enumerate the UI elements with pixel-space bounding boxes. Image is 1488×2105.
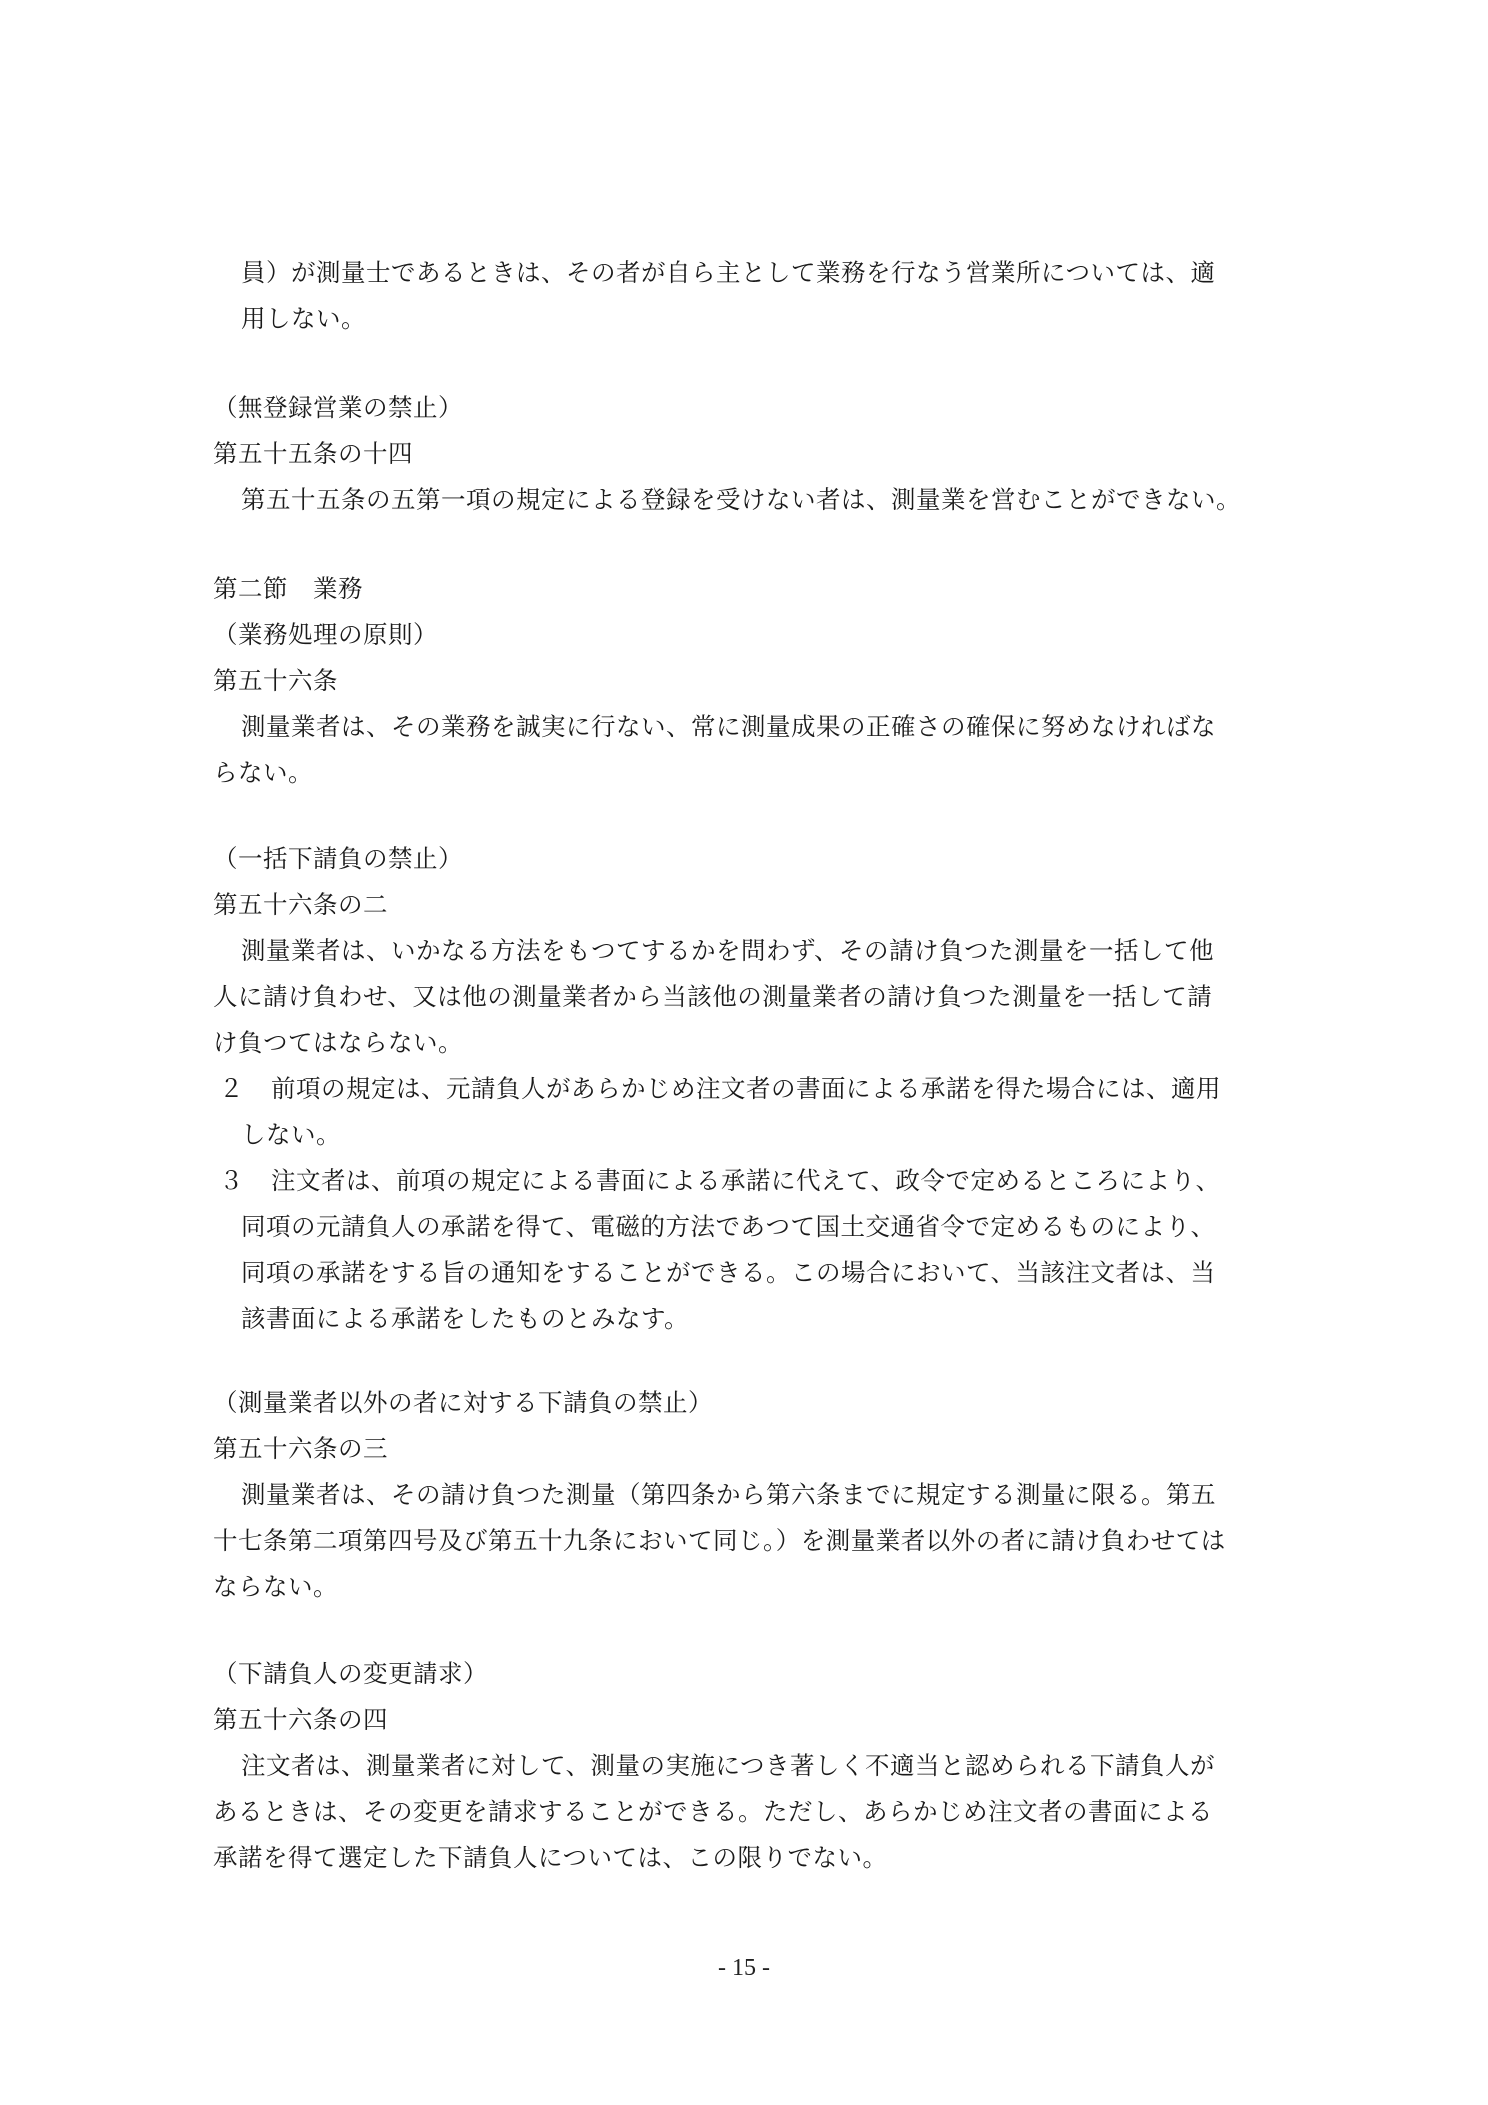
text-line: 測量業者は、いかなる方法をもつてするかを問わず、その請け負つた測量を一括して他 [241,936,1215,965]
article-number: 第五十六条の二 [213,890,388,919]
text-line: 同項の承諾をする旨の通知をすることができる。この場合において、当該注文者は、当 [241,1258,1216,1287]
text-line: 員）が測量士であるときは、その者が自ら主として業務を行なう営業所については、適 [241,258,1216,287]
article-55-14 [213,385,1293,523]
text-line: 前項の規定は、元請負人があらかじめ注文者の書面による承諾を得た場合には、適用 [271,1074,1221,1103]
article-number: 第五十六条の三 [213,1434,388,1463]
text-line: 人に請け負わせ、又は他の測量業者から当該他の測量業者の請け負つた測量を一括して請 [213,982,1213,1011]
section-heading: 第二節 業務 [213,574,363,603]
text-line: 承諾を得て選定した下請負人については、この限りでない。 [213,1843,888,1872]
text-line: 注文者は、前項の規定による書面による承諾に代えて、政令で定めるところにより、 [271,1166,1221,1195]
article-56-4 [213,1651,1293,1881]
paragraph-item-2 [213,1066,1293,1112]
text-line: 該書面による承諾をしたものとみなす。 [241,1304,690,1333]
article-56 [213,612,1293,796]
paragraph-item-3 [213,1158,1293,1204]
article-number: 第五十六条 [213,666,338,695]
article-text: 第五十五条の五第一項の規定による登録を受けない者は、測量業を営むことができない。 [241,485,1241,514]
page-number: - 15 - [718,1955,770,1981]
article-number: 第五十六条の四 [213,1705,388,1734]
text-line: しない。 [241,1120,341,1149]
text-line: らない。 [213,758,313,787]
article-caption: （下請負人の変更請求） [213,1659,488,1688]
article-caption: （業務処理の原則） [213,620,438,649]
article-caption: （測量業者以外の者に対する下請負の禁止） [213,1388,713,1417]
text-line: 注文者は、測量業者に対して、測量の実施につき著しく不適当と認められる下請負人が [241,1751,1216,1780]
text-line: 同項の元請負人の承諾を得て、電磁的方法であつて国土交通省令で定めるものにより、 [241,1212,1216,1241]
article-56-2 [213,836,1293,1342]
text-line: け負つてはならない。 [213,1028,463,1057]
text-line: 測量業者は、その請け負つた測量（第四条から第六条までに規定する測量に限る。第五 [241,1480,1216,1509]
text-line: 用しない。 [241,304,366,333]
section-heading-block [213,566,1293,612]
item-number: ３ [219,1166,244,1195]
text-line: ならない。 [213,1572,338,1601]
article-caption: （一括下請負の禁止） [213,844,463,873]
article-number: 第五十五条の十四 [213,439,413,468]
article-56-3 [213,1380,1293,1610]
text-line: 十七条第二項第四号及び第五十九条において同じ。）を測量業者以外の者に請け負わせては [213,1526,1226,1555]
item-number: ２ [219,1074,244,1103]
text-line: 測量業者は、その業務を誠実に行ない、常に測量成果の正確さの確保に努めなければな [241,712,1216,741]
text-line: あるときは、その変更を請求することができる。ただし、あらかじめ注文者の書面による [213,1797,1213,1826]
article-caption: （無登録営業の禁止） [213,393,463,422]
continuation-paragraph [213,250,1293,342]
